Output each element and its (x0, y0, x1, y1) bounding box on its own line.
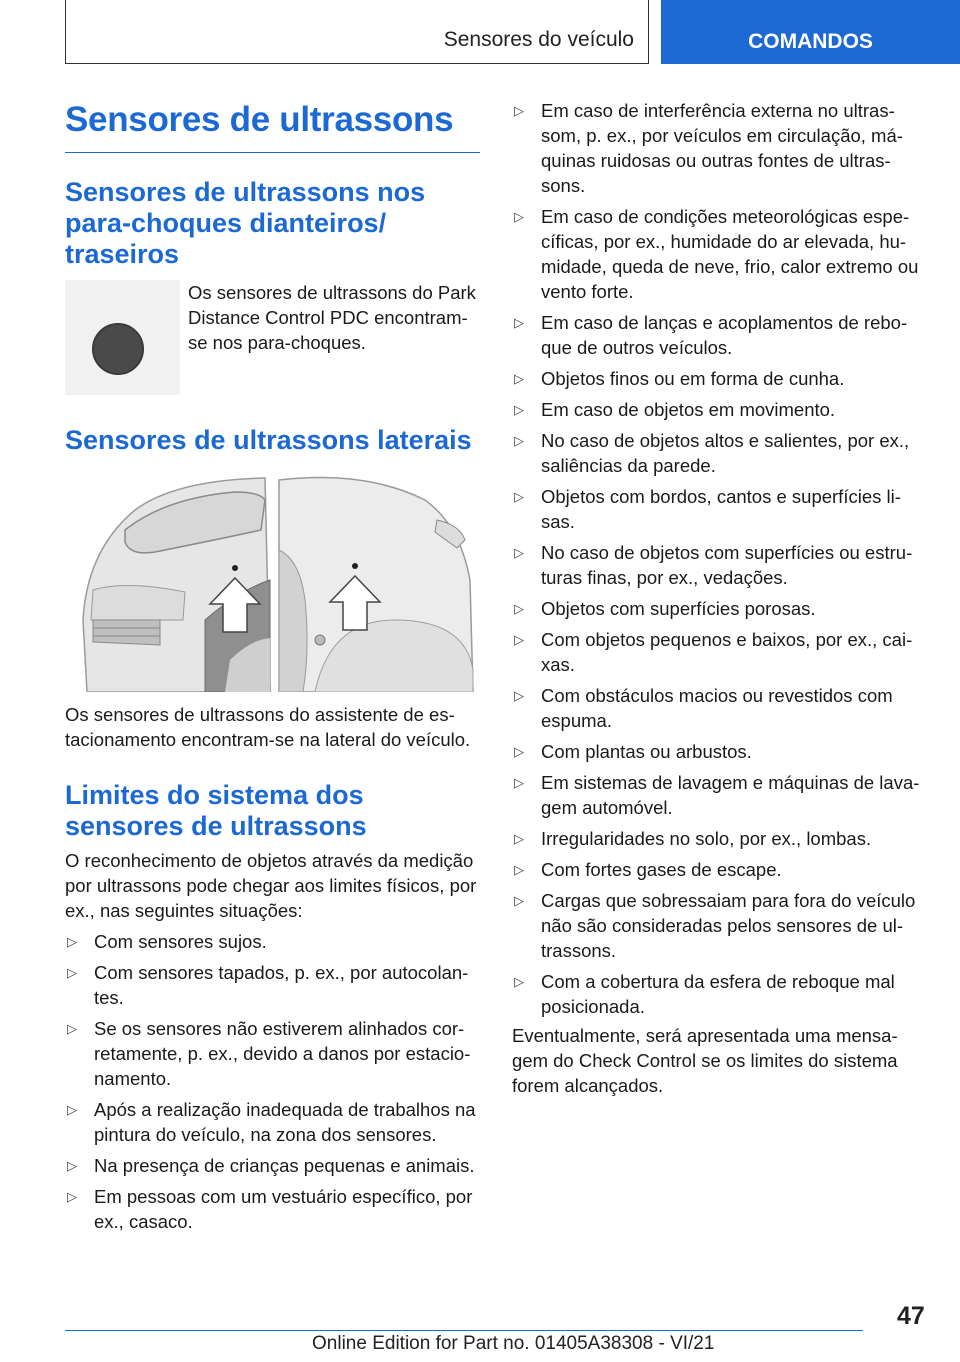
list-item: ▷ Com a cobertura da esfera de reboque mal posicionada. (514, 971, 895, 1017)
triangle-bullet-icon: ▷ (514, 433, 524, 448)
triangle-bullet-icon: ▷ (514, 775, 524, 790)
list-item: ▷ Com obstáculos macios ou revestidos com espuma. (514, 685, 893, 731)
list-item: ▷ Em sistemas de lavagem e máquinas de lavagem automóvel. (514, 772, 920, 818)
header-chapter-title: COMANDOS (748, 30, 873, 53)
lateral-sensor-illustration (65, 470, 480, 692)
triangle-bullet-icon: ▷ (514, 831, 524, 846)
front-rear-text: Os sensores de ultrassons do Park Distance Control PDC encontram-se nos para-choques. (188, 282, 476, 353)
triangle-bullet-icon: ▷ (514, 209, 524, 224)
triangle-bullet-icon: ▷ (514, 489, 524, 504)
header-chapter-tab (661, 0, 960, 64)
list-item: ▷ Se os sensores não estiverem alinhados corretamente, p. ex., devido a danos por estacionamento. (67, 1018, 471, 1089)
list-item: ▷ Com plantas ou arbustos. (514, 741, 752, 762)
triangle-bullet-icon: ▷ (514, 402, 524, 417)
triangle-bullet-icon: ▷ (67, 1021, 77, 1036)
list-item: ▷ Com fortes gases de escape. (514, 859, 782, 880)
closing-text: Eventualmente, será apresentada uma mensagem do Check Control se os limites do sistema forem alcançados. (512, 1025, 898, 1096)
list-item: ▷ Em caso de interferência externa no ultrassom, p. ex., por veículos em circulação, máquinas ruidosas ou outras fontes de ultrassons. (514, 100, 903, 196)
triangle-bullet-icon: ▷ (514, 862, 524, 877)
list-item: ▷ Na presença de crianças pequenas e animais. (67, 1155, 475, 1176)
heading-limits: Limites do sistema dos sensores de ultrassons (65, 780, 367, 841)
list-item: ▷ Após a realização inadequada de trabalhos na pintura do veículo, na zona dos sensores. (67, 1099, 476, 1145)
right-column (512, 98, 926, 1098)
limits-list-right (512, 98, 926, 1019)
footer-divider (65, 1330, 863, 1331)
lateral-text: Os sensores de ultrassons do assistente de estacionamento encontram-se na lateral do veículo. (65, 704, 471, 750)
triangle-bullet-icon: ▷ (514, 688, 524, 703)
list-item: ▷ No caso de objetos altos e salientes, por ex., saliências da parede. (514, 430, 910, 476)
triangle-bullet-icon: ▷ (67, 1102, 77, 1117)
list-item: ▷ Irregularidades no solo, por ex., lombas. (514, 828, 872, 849)
list-item: ▷ No caso de objetos com superfícies ou estruturas finas, por ex., vedações. (514, 542, 913, 588)
triangle-bullet-icon: ▷ (67, 1189, 77, 1204)
triangle-bullet-icon: ▷ (514, 371, 524, 386)
sensor-dot-icon (92, 323, 144, 375)
limits-text: O reconhecimento de objetos através da medição por ultrassons pode chegar aos limites físicos, por ex., nas seguintes situações: (65, 850, 477, 921)
page-number: 47 (897, 1302, 925, 1330)
list-item: ▷ Em pessoas com um vestuário específico, por ex., casaco. (67, 1186, 473, 1232)
sensor-image (65, 280, 180, 395)
triangle-bullet-icon: ▷ (67, 965, 77, 980)
list-item: ▷ Objetos com bordos, cantos e superfícies lisas. (514, 486, 901, 532)
header-section-title: Sensores do veículo (443, 28, 634, 51)
triangle-bullet-icon: ▷ (514, 893, 524, 908)
triangle-bullet-icon: ▷ (67, 1158, 77, 1173)
front-rear-intro (65, 280, 480, 395)
triangle-bullet-icon: ▷ (514, 545, 524, 560)
triangle-bullet-icon: ▷ (514, 974, 524, 989)
triangle-bullet-icon: ▷ (514, 601, 524, 616)
triangle-bullet-icon: ▷ (514, 103, 524, 118)
heading-lateral: Sensores de ultrassons laterais (65, 425, 472, 455)
limits-list-left (65, 929, 480, 1234)
triangle-bullet-icon: ▷ (514, 315, 524, 330)
list-item: ▷ Cargas que sobressaiam para fora do veículo não são consideradas pelos sensores de ultrassons. (514, 890, 916, 961)
list-item: ▷ Com objetos pequenos e baixos, por ex., caixas. (514, 629, 913, 675)
triangle-bullet-icon: ▷ (514, 632, 524, 647)
list-item: ▷ Objetos finos ou em forma de cunha. (514, 368, 845, 389)
triangle-bullet-icon: ▷ (514, 744, 524, 759)
heading-front-rear: Sensores de ultrassons nos para-choques dianteiros/ traseiros (65, 177, 426, 269)
edition-footer: Online Edition for Part no. 01405A38308 - VI/21 (312, 1333, 715, 1354)
list-item: ▷ Em caso de lanças e acoplamentos de reboque de outros veículos. (514, 312, 908, 358)
triangle-bullet-icon: ▷ (67, 934, 77, 949)
list-item: ▷ Em caso de objetos em movimento. (514, 399, 836, 420)
list-item: ▷ Em caso de condições meteorológicas específicas, por ex., humidade do ar elevada, humidade, queda de neve, frio, calor extremo ou vento forte. (514, 206, 919, 302)
list-item: ▷ Com sensores tapados, p. ex., por autocolantes. (67, 962, 469, 1008)
left-column (65, 98, 480, 1234)
page-title: Sensores de ultrassons (65, 98, 480, 153)
header-section-tab (65, 0, 649, 64)
list-item: ▷ Com sensores sujos. (67, 931, 267, 952)
list-item: ▷ Objetos com superfícies porosas. (514, 598, 816, 619)
